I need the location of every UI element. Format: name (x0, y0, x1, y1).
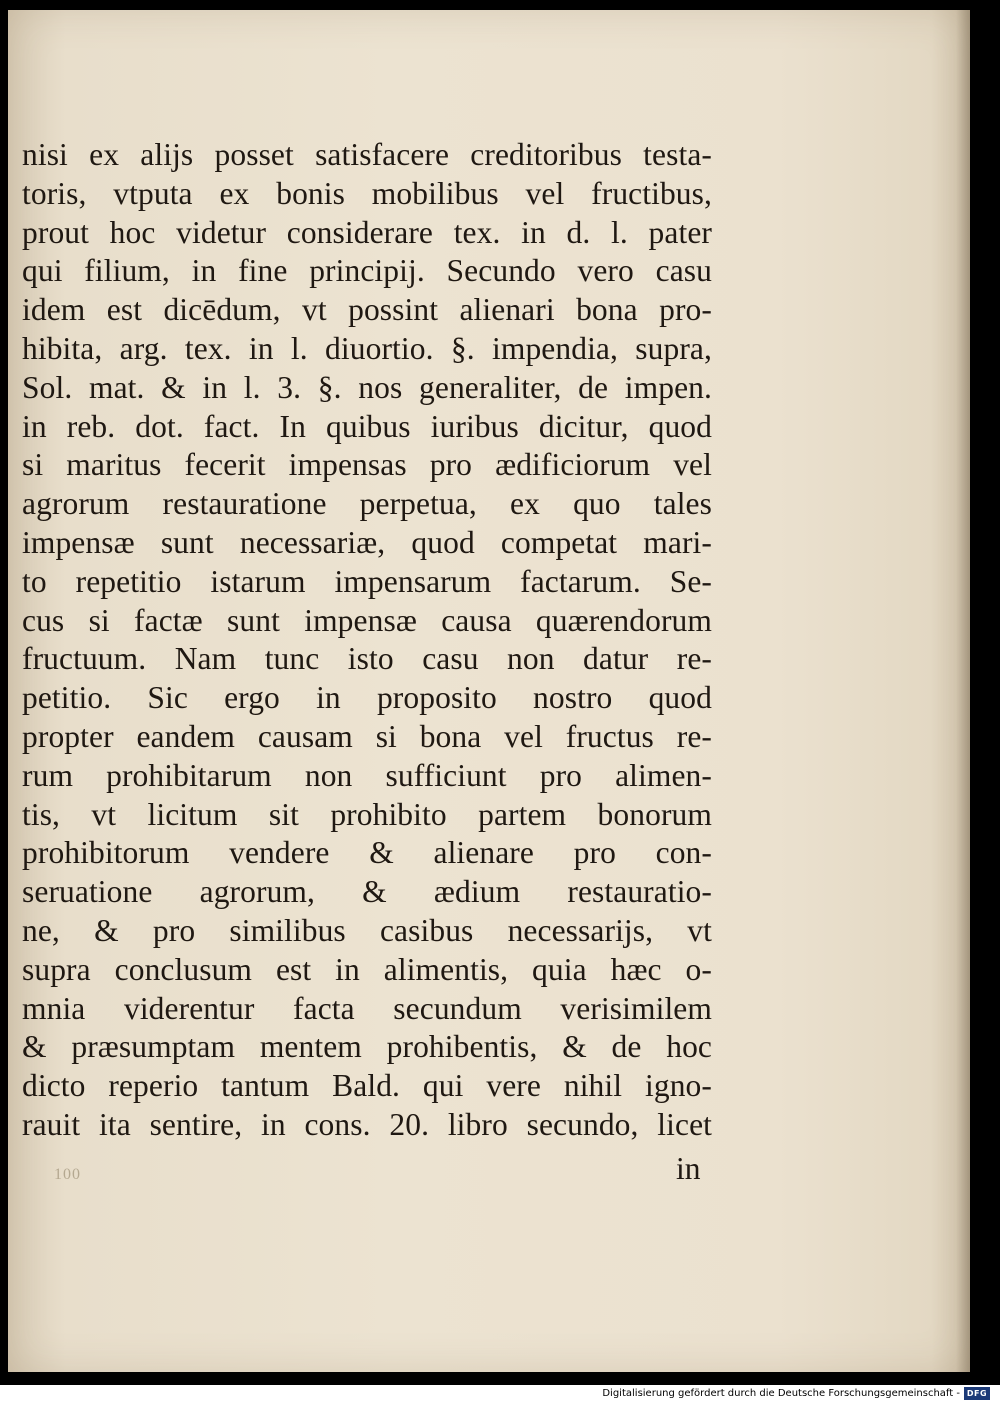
page-text (22, 136, 712, 1145)
text-line: dicto reperio tantum Bald. qui vere nihil igno- (22, 1068, 712, 1104)
text-line: propter eandem causam si bona vel fructus re- (22, 718, 712, 754)
text-line: rum prohibitarum non sufficiunt pro alimen- (22, 757, 712, 793)
text-line: to repetitio istarum impensarum factarum. Se- (22, 563, 712, 599)
page-edge-shadow (956, 10, 970, 1372)
text-line: prout hoc videtur considerare tex. in d. l. pater (22, 214, 712, 250)
text-line: in reb. dot. fact. In quibus iuribus dicitur, quod (22, 408, 712, 444)
text-line: cus si factæ sunt impensæ causa quærendorum (22, 602, 712, 638)
faint-page-mark: 100 (54, 1166, 81, 1183)
text-line: mnia viderentur facta secundum verisimilem (22, 990, 712, 1026)
text-line: qui filium, in fine principij. Secundo vero casu (22, 253, 712, 289)
dfg-logo: DFG (964, 1387, 990, 1400)
text-line: toris, vtputa ex bonis mobilibus vel fructibus, (22, 175, 712, 211)
catchword: in (676, 1151, 701, 1186)
text-line: fructuum. Nam tunc isto casu non datur re- (22, 641, 712, 677)
text-line: nisi ex alijs posset satisfacere creditoribus testa- (22, 137, 712, 172)
text-line: seruatione agrorum, & ædium restauratio- (22, 874, 712, 910)
text-line: ne, & pro similibus casibus necessarijs, vt (22, 912, 712, 948)
text-line: impensæ sunt necessariæ, quod competat mari- (22, 524, 712, 560)
book-page (8, 10, 970, 1372)
text-line: prohibitorum vendere & alienare pro con- (22, 835, 712, 871)
text-line: & præsumptam mentem prohibentis, & de hoc (22, 1029, 712, 1065)
text-line: supra conclusum est in alimentis, quia hæc o- (22, 951, 712, 987)
digitization-footer (0, 1385, 1000, 1403)
footer-credit: Digitalisierung gefördert durch die Deutsche Forschungsgemeinschaft - (602, 1388, 960, 1399)
text-line: rauit ita sentire, in cons. 20. libro secundo, licet (22, 1106, 712, 1142)
text-line: hibita, arg. tex. in l. diuortio. §. impendia, supra, (22, 330, 712, 366)
text-line: agrorum restauratione perpetua, ex quo tales (22, 486, 712, 522)
text-line: si maritus fecerit impensas pro ædificiorum vel (22, 447, 712, 483)
text-line: petitio. Sic ergo in proposito nostro quod (22, 680, 712, 716)
text-line: Sol. mat. & in l. 3. §. nos generaliter, de impen. (22, 369, 712, 405)
text-line: idem est dicēdum, vt possint alienari bona pro- (22, 292, 712, 328)
text-line: tis, vt licitum sit prohibito partem bonorum (22, 796, 712, 832)
